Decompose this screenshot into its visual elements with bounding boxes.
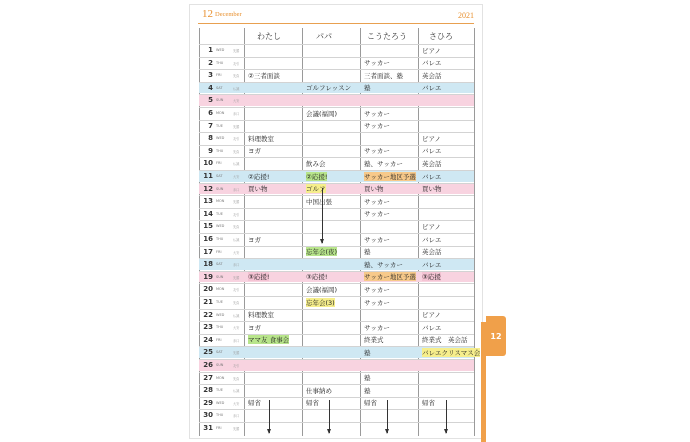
rokuyo: 仏滅 bbox=[233, 162, 240, 167]
day-row[interactable] bbox=[199, 195, 474, 207]
weekday: MON bbox=[216, 111, 225, 115]
duration-arrow bbox=[269, 400, 270, 433]
weekday: MON bbox=[216, 375, 225, 380]
schedule-entry[interactable]: サッカー bbox=[364, 210, 390, 219]
day-number: 31 bbox=[203, 424, 213, 432]
day-row[interactable] bbox=[199, 132, 474, 144]
day-row[interactable] bbox=[199, 271, 474, 283]
day-row[interactable] bbox=[199, 283, 474, 295]
rokuyo: 赤口 bbox=[233, 187, 240, 192]
rokuyo: 仏滅 bbox=[233, 238, 240, 242]
day-row[interactable] bbox=[199, 309, 474, 321]
schedule-entry[interactable]: 塾 bbox=[364, 374, 371, 383]
schedule-entry[interactable]: ヨガ bbox=[248, 323, 261, 332]
schedule-entry[interactable]: サッカー bbox=[364, 59, 390, 68]
weekday: THU bbox=[216, 148, 224, 153]
day-number: 19 bbox=[203, 272, 213, 281]
rokuyo: 友引 bbox=[233, 364, 240, 368]
rokuyo: 先勝 bbox=[233, 200, 240, 205]
schedule-entry[interactable]: サッカー bbox=[364, 285, 390, 294]
schedule-entry[interactable]: ③応援! bbox=[248, 273, 270, 282]
schedule-entry[interactable]: 忘年会(3) bbox=[306, 298, 335, 307]
day-number: 29 bbox=[203, 398, 213, 407]
rokuyo: 大安 bbox=[233, 250, 240, 255]
day-row[interactable] bbox=[199, 208, 474, 220]
day-number: 13 bbox=[203, 197, 213, 206]
schedule-entry[interactable]: 買い物 bbox=[422, 185, 442, 194]
weekday: THU bbox=[216, 237, 224, 241]
schedule-entry[interactable]: サッカー bbox=[364, 109, 390, 118]
schedule-entry[interactable]: ゴルフレッスン bbox=[306, 84, 352, 93]
weekday: FRI bbox=[216, 337, 222, 342]
day-number: 16 bbox=[203, 235, 213, 243]
schedule-entry[interactable]: 会議(福岡) bbox=[306, 109, 338, 118]
weekday: SAT bbox=[216, 85, 223, 90]
schedule-entry[interactable]: サッカー bbox=[364, 147, 390, 156]
schedule-entry[interactable]: 帰省 bbox=[306, 399, 319, 408]
weekday: WED bbox=[216, 48, 225, 52]
schedule-entry[interactable]: 英会話 bbox=[422, 159, 442, 168]
day-row[interactable] bbox=[199, 145, 474, 157]
day-row[interactable] bbox=[199, 69, 474, 81]
rokuyo: 友引 bbox=[233, 288, 240, 293]
rokuyo: 先負 bbox=[233, 74, 240, 79]
duration-arrow bbox=[322, 188, 323, 243]
rokuyo: 先負 bbox=[233, 376, 240, 381]
schedule-entry[interactable]: サッカー bbox=[364, 197, 390, 206]
schedule-entry[interactable]: ピアノ bbox=[422, 222, 441, 231]
rokuyo: 先勝 bbox=[233, 124, 240, 129]
weekday: THU bbox=[216, 325, 224, 330]
schedule-entry[interactable]: 終業式 英会話 bbox=[422, 336, 468, 345]
day-number: 17 bbox=[203, 247, 213, 256]
planner-page bbox=[189, 4, 483, 439]
day-row[interactable] bbox=[199, 372, 474, 384]
rokuyo: 赤口 bbox=[233, 338, 240, 343]
year: 2021 bbox=[458, 11, 474, 20]
weekday: THU bbox=[216, 413, 224, 418]
column-header-sahiro: さひろ bbox=[429, 32, 453, 41]
day-row[interactable] bbox=[199, 220, 474, 232]
duration-arrow bbox=[446, 400, 447, 433]
schedule-entry[interactable]: 会議(福岡) bbox=[306, 285, 338, 294]
day-row[interactable] bbox=[199, 397, 474, 409]
schedule-entry[interactable]: 塾、サッカー bbox=[364, 159, 403, 168]
weekday: FRI bbox=[216, 73, 222, 78]
weekday: FRI bbox=[216, 249, 222, 254]
weekday: THU bbox=[216, 60, 224, 65]
rokuyo: 赤口 bbox=[233, 112, 240, 116]
schedule-entry[interactable]: 帰省 bbox=[364, 399, 377, 408]
day-number: 20 bbox=[203, 285, 213, 294]
day-row[interactable] bbox=[199, 334, 474, 346]
weekday: SUN bbox=[216, 98, 224, 103]
weekday: WED bbox=[216, 312, 225, 317]
rokuyo: 仏滅 bbox=[233, 86, 240, 91]
day-row[interactable] bbox=[199, 422, 474, 434]
day-row[interactable] bbox=[199, 120, 474, 132]
schedule-entry[interactable]: 塾 bbox=[364, 248, 371, 257]
day-number: 10 bbox=[203, 159, 213, 168]
rokuyo: 先負 bbox=[233, 225, 240, 230]
rokuyo: 大安 bbox=[233, 326, 240, 331]
weekday: MON bbox=[216, 199, 225, 204]
page-header bbox=[190, 5, 482, 22]
schedule-entry[interactable]: 帰省 bbox=[422, 399, 435, 408]
grid-line bbox=[474, 28, 475, 436]
column-header-kotaro: こうたろう bbox=[367, 32, 407, 41]
schedule-entry[interactable]: 塾 bbox=[364, 348, 371, 357]
schedule-entry[interactable]: 料理教室 bbox=[248, 311, 274, 320]
schedule-entry[interactable]: ヨガ bbox=[248, 235, 261, 244]
day-number: 4 bbox=[208, 83, 213, 92]
day-row[interactable] bbox=[199, 409, 474, 421]
rokuyo: 先負 bbox=[233, 149, 240, 154]
month-name: December bbox=[215, 11, 242, 18]
rokuyo: 先勝 bbox=[233, 275, 240, 280]
day-number: 11 bbox=[203, 172, 213, 180]
day-number: 15 bbox=[203, 222, 213, 231]
schedule-entry[interactable]: ③応援! bbox=[306, 273, 328, 282]
month-number: 12 bbox=[202, 8, 213, 20]
schedule-entry[interactable]: 塾 bbox=[364, 84, 371, 93]
rokuyo: 赤口 bbox=[233, 414, 240, 419]
schedule-entry[interactable]: ②応援! bbox=[248, 172, 270, 181]
schedule-entry[interactable]: ピアノ bbox=[422, 46, 441, 55]
schedule-entry[interactable]: ピアノ bbox=[422, 134, 441, 143]
day-number: 3 bbox=[208, 71, 213, 80]
weekday: SUN bbox=[216, 186, 224, 191]
day-number: 6 bbox=[208, 109, 213, 117]
weekday: WED bbox=[216, 224, 225, 229]
weekday: SAT bbox=[216, 174, 223, 178]
day-number: 28 bbox=[203, 386, 213, 395]
schedule-entry[interactable]: バレエ bbox=[422, 84, 442, 93]
schedule-entry[interactable]: 終業式 bbox=[364, 336, 384, 345]
weekday: SUN bbox=[216, 274, 224, 279]
schedule-entry[interactable]: ③応援 bbox=[422, 273, 441, 282]
rokuyo: 仏滅 bbox=[233, 389, 240, 394]
weekday: FRI bbox=[216, 426, 222, 430]
duration-arrow bbox=[387, 400, 388, 433]
day-number: 22 bbox=[203, 310, 213, 319]
day-number: 1 bbox=[208, 46, 213, 54]
rokuyo: 先勝 bbox=[233, 49, 240, 53]
schedule-entry[interactable]: バレエ bbox=[422, 323, 442, 332]
schedule-entry[interactable]: バレエ bbox=[422, 147, 442, 156]
duration-arrow bbox=[329, 400, 330, 433]
day-number: 7 bbox=[208, 121, 213, 130]
weekday: TUE bbox=[216, 388, 223, 393]
day-row[interactable] bbox=[199, 157, 474, 169]
rokuyo: 先勝 bbox=[233, 427, 240, 431]
day-row[interactable] bbox=[199, 346, 481, 358]
schedule-entry[interactable]: 買い物 bbox=[364, 185, 384, 194]
schedule-entry[interactable]: サッカー bbox=[364, 122, 390, 131]
schedule-entry[interactable]: サッカー bbox=[364, 298, 390, 307]
day-number: 30 bbox=[203, 411, 213, 420]
day-number: 8 bbox=[208, 134, 213, 143]
schedule-entry[interactable]: ゴルフ bbox=[306, 185, 326, 194]
weekday: SUN bbox=[216, 363, 224, 367]
schedule-entry[interactable]: バレエ bbox=[422, 59, 442, 68]
schedule-entry[interactable]: バレエ bbox=[422, 260, 442, 269]
day-number: 26 bbox=[203, 361, 213, 369]
day-row[interactable] bbox=[199, 57, 474, 69]
day-number: 14 bbox=[203, 209, 213, 218]
day-row[interactable] bbox=[199, 94, 474, 106]
weekday: TUE bbox=[216, 211, 223, 216]
rokuyo: 大安 bbox=[233, 175, 240, 179]
day-number: 23 bbox=[203, 323, 213, 332]
schedule-entry[interactable]: ②応援! bbox=[306, 172, 328, 181]
weekday: SAT bbox=[216, 262, 223, 267]
day-row[interactable] bbox=[199, 384, 474, 396]
schedule-entry[interactable]: 料理教室 bbox=[248, 134, 274, 143]
day-row[interactable] bbox=[199, 107, 474, 119]
rokuyo: 友引 bbox=[233, 137, 240, 142]
schedule-entry[interactable]: 買い物 bbox=[248, 185, 268, 194]
weekday: TUE bbox=[216, 300, 223, 304]
schedule-entry[interactable]: 飲み会 bbox=[306, 159, 326, 168]
rokuyo: 先負 bbox=[233, 301, 240, 305]
schedule-entry[interactable]: ヨガ bbox=[248, 147, 261, 156]
column-headers bbox=[199, 28, 474, 44]
schedule-entry[interactable]: バレエ bbox=[422, 235, 442, 244]
day-number: 24 bbox=[203, 335, 213, 344]
rokuyo: 大安 bbox=[233, 401, 240, 406]
schedule-entry[interactable]: 英会話 bbox=[422, 248, 442, 257]
day-row[interactable] bbox=[199, 296, 474, 308]
schedule-entry[interactable]: 塾 bbox=[364, 386, 371, 395]
weekday: WED bbox=[216, 136, 225, 141]
schedule-entry[interactable]: 中国出張 bbox=[306, 197, 332, 206]
day-number: 9 bbox=[208, 146, 213, 155]
schedule-entry[interactable]: サッカー地区予選 bbox=[364, 273, 416, 282]
schedule-entry[interactable]: 三者面談、塾 bbox=[364, 71, 403, 80]
day-number: 27 bbox=[203, 373, 213, 382]
day-row[interactable] bbox=[199, 82, 474, 94]
day-row[interactable] bbox=[199, 258, 474, 270]
column-header-dad: パパ bbox=[316, 32, 332, 41]
schedule-entry[interactable]: ママ友 食事会 bbox=[248, 336, 290, 345]
day-number: 12 bbox=[203, 184, 213, 193]
day-number: 2 bbox=[208, 58, 213, 67]
day-row[interactable] bbox=[199, 44, 474, 56]
schedule-entry[interactable]: 忘年会(夜) bbox=[306, 248, 338, 257]
column-header-me: わたし bbox=[257, 32, 281, 41]
day-row[interactable] bbox=[199, 233, 474, 245]
schedule-entry[interactable]: バレエ bbox=[422, 172, 442, 181]
weekday: FRI bbox=[216, 161, 222, 166]
day-number: 5 bbox=[208, 96, 213, 105]
day-row[interactable] bbox=[199, 170, 474, 182]
day-number: 21 bbox=[203, 298, 213, 306]
day-number: 18 bbox=[203, 260, 213, 269]
rokuyo: 赤口 bbox=[233, 263, 240, 268]
schedule-entry[interactable]: 仕事納め bbox=[306, 386, 332, 395]
weekday: TUE bbox=[216, 123, 223, 128]
day-row[interactable] bbox=[199, 359, 474, 371]
rokuyo: 仏滅 bbox=[233, 313, 240, 318]
day-row[interactable] bbox=[199, 246, 474, 258]
day-row[interactable] bbox=[199, 183, 474, 195]
schedule-entry[interactable]: 帰省 bbox=[248, 399, 261, 408]
month-tab[interactable]: 12 bbox=[486, 316, 506, 356]
schedule-entry[interactable]: バレエクリスマス会 bbox=[422, 348, 481, 357]
rokuyo: 友引 bbox=[233, 212, 240, 217]
schedule-grid bbox=[199, 28, 481, 436]
schedule-entry[interactable]: 塾、サッカー bbox=[364, 260, 403, 269]
schedule-entry[interactable]: ②三者面談 bbox=[248, 71, 280, 80]
rokuyo: 先勝 bbox=[233, 351, 240, 356]
weekday: SAT bbox=[216, 350, 223, 355]
weekday: WED bbox=[216, 400, 225, 405]
day-row[interactable] bbox=[199, 321, 474, 333]
schedule-entry[interactable]: サッカー bbox=[364, 323, 390, 332]
header-rule bbox=[198, 23, 474, 24]
day-number: 25 bbox=[203, 348, 213, 357]
schedule-entry[interactable]: ピアノ bbox=[422, 311, 441, 320]
schedule-entry[interactable]: 英会話 bbox=[422, 71, 442, 80]
weekday: MON bbox=[216, 287, 225, 292]
rokuyo: 友引 bbox=[233, 61, 240, 66]
rokuyo: 大安 bbox=[233, 99, 240, 104]
schedule-entry[interactable]: サッカー地区予選 bbox=[364, 172, 416, 181]
schedule-entry[interactable]: サッカー bbox=[364, 235, 390, 244]
